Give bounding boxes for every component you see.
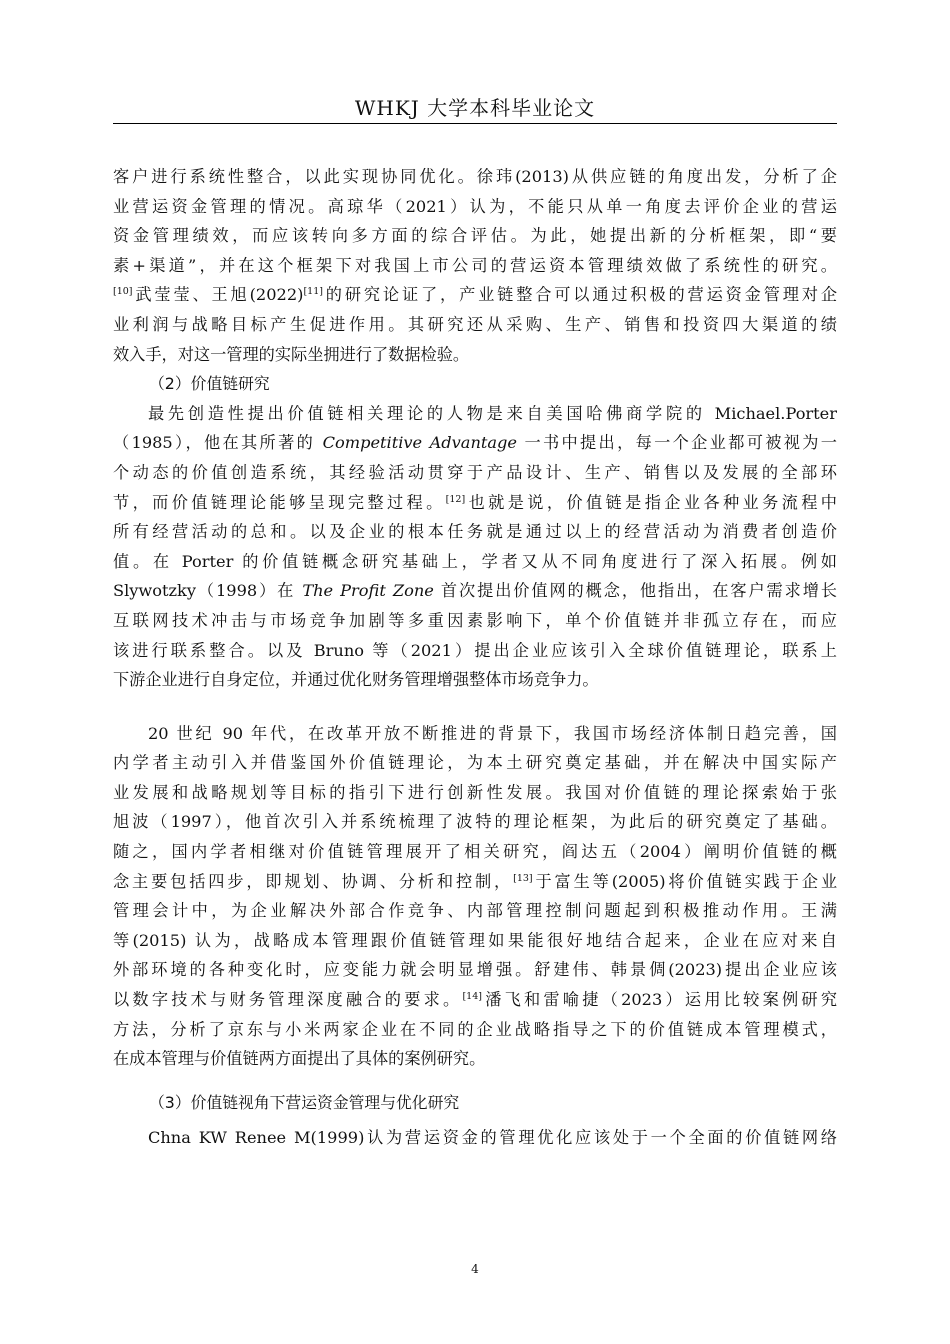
text-line [113, 576, 837, 606]
section-heading: （3）价值链视角下营运资金管理与优化研究 [149, 1092, 460, 1112]
text-line: 外部环境的各种变化时，应变能力就会明显增强。舒建伟、韩景倜(2023)提出企业应该 [113, 960, 837, 980]
text-line: 客户进行系统性整合，以此实现协同优化。徐玮(2013)从供应链的角度出发，分析了企 [113, 167, 837, 186]
text-line: 效入手，对这一管理的实际坐拥进行了数据检验。 [113, 344, 470, 364]
text-line [113, 280, 837, 310]
page-number: 4 [471, 1262, 479, 1276]
text-line: 互联网技术冲击与市场竞争加剧等多重因素影响下，单个价值链并非孤立存在，而应 [113, 610, 837, 630]
book-title: The Profit Zone [302, 581, 434, 601]
text-line: 该进行联系整合。以及 Bruno 等（2021）提出企业应该引入全球价值链理论，联系上 [113, 640, 837, 660]
paragraph-gap [113, 695, 837, 719]
citation-ref: [12] [445, 493, 466, 505]
text-span: 潘飞和雷喻捷（2023）运用比较案例研究 [481, 990, 838, 1010]
text-span: 以数字技术与财务管理深度融合的要求。 [113, 990, 463, 1010]
text-span: 一书中提出，每一个企业都可被视为一 [516, 433, 837, 453]
header-rule [113, 123, 837, 124]
text-span: 念主要包括四步，即规划、协调、分析和控制， [113, 871, 514, 891]
text-line: 20 世纪 90 年代，在改革开放不断推进的背景下，我国市场经济体制日趋完善，国 [148, 723, 837, 743]
text-line [113, 428, 837, 458]
citation-ref: [10] [113, 286, 133, 298]
text-line: 业利润与战略目标产生促进作用。其研究还从采购、生产、销售和投资四大渠道的绩 [113, 314, 837, 334]
section-heading: （2）价值链研究 [149, 374, 270, 394]
text-line [113, 488, 837, 518]
page-body [113, 162, 837, 1153]
text-span: 首次提出价值网的概念，他指出，在客户需求增长 [433, 581, 837, 601]
text-span: 武莹莹、王旭(2022) [132, 285, 304, 305]
text-line: 下游企业进行自身定位，并通过优化财务管理增强整体市场竞争力。 [113, 670, 599, 690]
text-line: 旭波（1997），他首次引入并系统梳理了波特的理论框架，为此后的研究奠定了基础。 [113, 812, 837, 832]
text-line: 管理会计中，为企业解决外部合作竞争、内部管理控制问题起到积极推动作用。王满 [113, 901, 837, 921]
text-span: 节，而价值链理论能够呈现完整过程。 [113, 492, 446, 512]
text-line: 等(2015) 认为，战略成本管理跟价值链管理如果能很好地结合起来，企业在应对来自 [113, 930, 837, 950]
running-header: WHKJ 大学本科毕业论文 [354, 96, 596, 120]
text-line: Chna KW Renee M(1999)认为营运资金的管理优化应该处于一个全面的价值链网络 [148, 1128, 837, 1148]
text-line [113, 867, 837, 897]
text-line: 内学者主动引入并借鉴国外价值链理论，为本土研究奠定基础，并在解决中国实际产 [113, 753, 837, 773]
text-line: 在成本管理与价值链两方面提出了具体的案例研究。 [113, 1049, 486, 1069]
text-span: Slywotzky（1998）在 [113, 581, 303, 601]
text-line: 所有经营活动的总和。以及企业的根本任务就是通过以上的经营活动为消费者创造价 [113, 522, 837, 542]
text-line: 资金管理绩效，而应该转向多方面的综合评估。为此，她提出新的分析框架，即“要 [113, 226, 837, 246]
text-span: 于富生等(2005)将价值链实践于企业 [532, 871, 838, 891]
text-span: 也就是说，价值链是指企业各种业务流程中 [465, 492, 837, 512]
text-line: 素+渠道”，并在这个框架下对我国上市公司的营运资本管理绩效做了系统性的研究。 [113, 255, 837, 275]
text-line: 最先创造性提出价值链相关理论的人物是来自美国哈佛商学院的 Michael.Porter [148, 403, 837, 423]
book-title: Competitive Advantage [322, 433, 517, 453]
text-line: 值。在 Porter 的价值链概念研究基础上，学者又从不同角度进行了深入拓展。例如 [113, 551, 837, 571]
citation-ref: [11] [303, 286, 323, 298]
text-span: （1985），他在其所著的 [113, 433, 323, 453]
text-line: 业营运资金管理的情况。高琼华（2021）认为，不能只从单一角度去评价企业的营运 [113, 196, 837, 216]
text-line: 随之，国内学者相继对价值链管理展开了相关研究，阎达五（2004）阐明价值链的概 [113, 842, 837, 862]
text-line [113, 985, 837, 1015]
paragraph-gap [113, 1074, 837, 1088]
text-line: 业发展和战略规划等目标的指引下进行创新性发展。我国对价值链的理论探索始于张 [113, 782, 837, 802]
text-line: 个动态的价值创造系统，其经验活动贯穿于产品设计、生产、销售以及发展的全部环 [113, 462, 837, 482]
citation-ref: [13] [513, 872, 533, 884]
text-span: 的研究论证了，产业链整合可以通过积极的营运资金管理对企 [322, 285, 838, 305]
citation-ref: [14] [462, 991, 482, 1003]
text-line: 方法，分析了京东与小米两家企业在不同的企业战略指导之下的价值链成本管理模式， [113, 1019, 837, 1039]
